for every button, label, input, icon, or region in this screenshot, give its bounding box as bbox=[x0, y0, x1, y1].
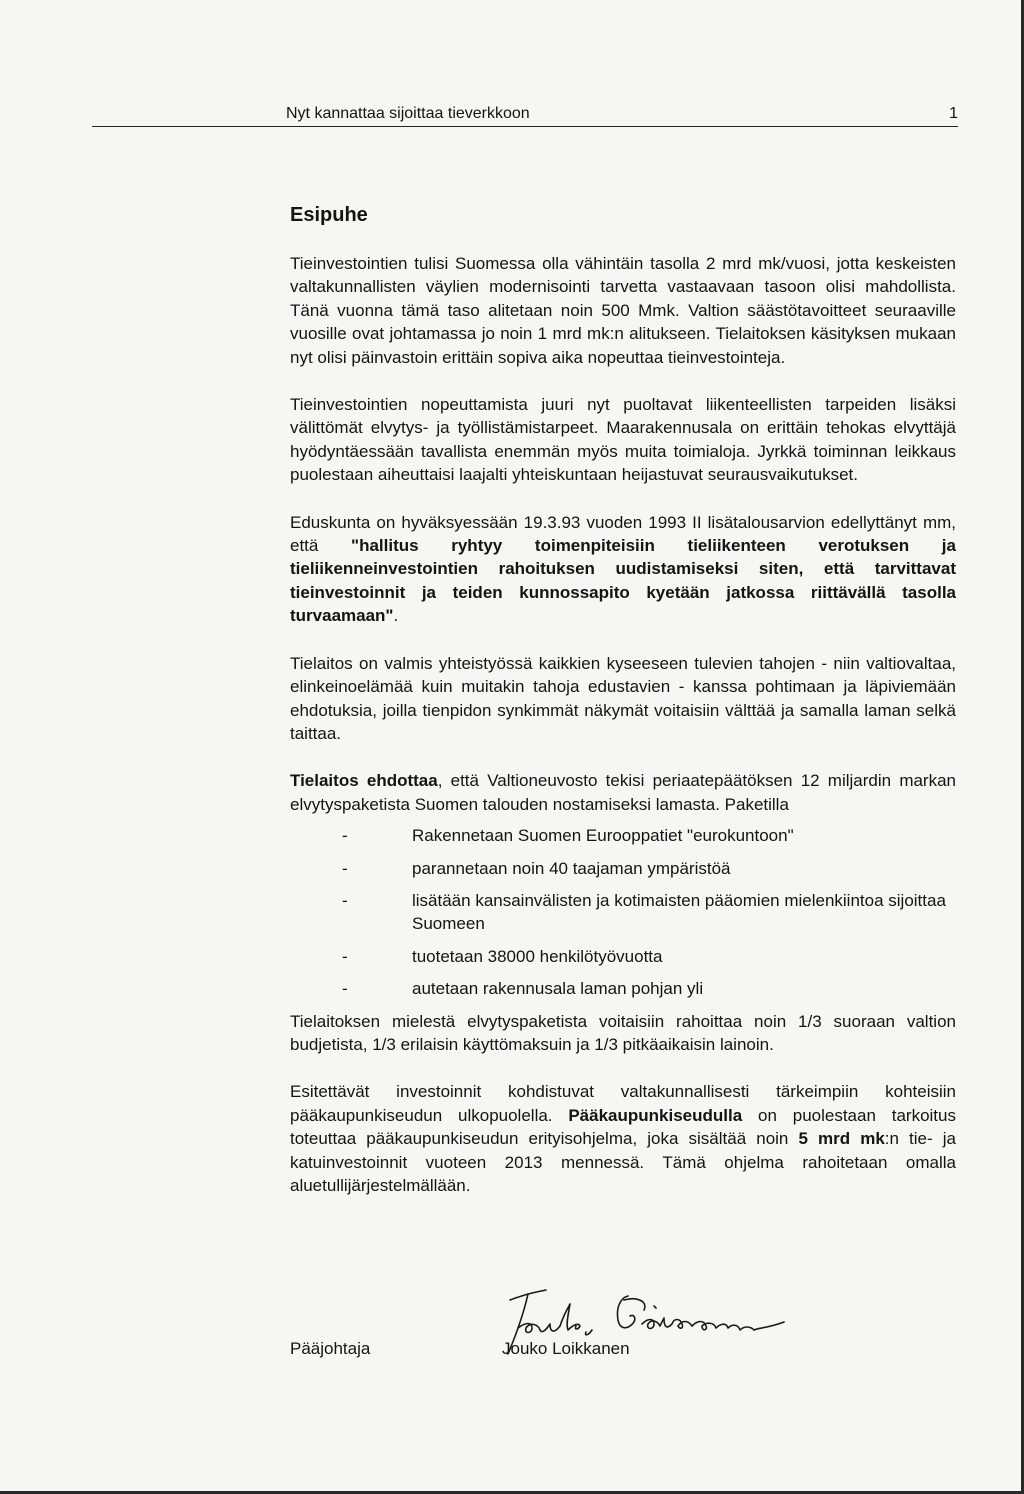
list-dash: - bbox=[342, 946, 348, 966]
signatory-name: Jouko Loikkanen bbox=[502, 1339, 630, 1358]
paragraph-7-text-a: Esitettävät investoinnit kohdistuvat valtakunnallisesti tärkeimpiin kohteisiin pääkaupunkiseudun ulkopuolella. bbox=[290, 1082, 956, 1125]
list-item bbox=[290, 824, 956, 847]
list-item bbox=[290, 945, 956, 968]
parliament-quote: "hallitus ryhtyy toimenpiteisiin tieliikenteen verotuksen ja tieliikenneinvestointien rahoituksen uudistamiseksi siten, että tarvittavat tieinvestoinnit ja teiden kunnossapito kyetään jatkossa riittävällä tasolla turvaamaan" bbox=[290, 536, 956, 626]
paragraph-7-text-c: on puolestaan tarkoitus toteuttaa pääkaupunkiseudun erityisohjelma, joka sisältää noin bbox=[290, 1105, 956, 1149]
signatory-title: Pääjohtaja bbox=[290, 1339, 371, 1358]
paragraph-3 bbox=[290, 511, 956, 628]
list-item-text: lisätään kansainvälisten ja kotimaisten pääomien mielenkiintoa sijoittaa Suomeen bbox=[412, 890, 946, 934]
list-dash: - bbox=[342, 979, 348, 999]
list-dash: - bbox=[342, 826, 348, 846]
list-item-text: tuotetaan 38000 henkilötyövuotta bbox=[412, 946, 663, 966]
section-heading: Esipuhe bbox=[290, 204, 368, 226]
paragraph-3-text: Eduskunta on hyväksyessään 19.3.93 vuoden 1993 II lisätalousarvion edellyttänyt mm, että bbox=[290, 512, 956, 556]
page-number: 1 bbox=[949, 105, 958, 122]
measures-list bbox=[290, 824, 956, 1000]
paragraph-2: Tieinvestointien nopeuttamista juuri nyt puoltavat liikenteellisten tarpeiden lisäksi välittömät elvytys- ja työllistämistarpeet. Maarakennusala on erittäin tehokas elvyttäjä hyödyntäessään tavallista enemmän myös muita toimialoja. Jyrkkä toiminnan leikkaus puolestaan aiheuttaisi laajalti yhteiskuntaan heijastuvat seurausvaikutukset. bbox=[290, 395, 956, 485]
paragraph-5 bbox=[290, 769, 956, 816]
list-item-text: parannetaan noin 40 taajaman ympäristöä bbox=[412, 858, 731, 878]
paragraph-6: Tielaitoksen mielestä elvytyspaketista voitaisiin rahoittaa noin 1/3 suoraan valtion budjetista, 1/3 erilaisin käyttömaksuin ja 1/3 pitkäaikaisin lainoin. bbox=[290, 1011, 956, 1054]
list-item-text: Rakennetaan Suomen Eurooppatiet "eurokuntoon" bbox=[412, 826, 794, 846]
proposal-lead: Tielaitos ehdottaa bbox=[290, 771, 438, 791]
running-header bbox=[92, 104, 958, 127]
list-item bbox=[290, 889, 956, 936]
running-title: Nyt kannattaa sijoittaa tieverkkoon bbox=[286, 105, 530, 122]
paragraph-7 bbox=[290, 1080, 956, 1197]
list-dash: - bbox=[342, 858, 348, 878]
list-dash: - bbox=[342, 890, 348, 910]
list-item bbox=[290, 977, 956, 1000]
amount-emphasis: 5 mrd mk bbox=[798, 1129, 885, 1149]
body-text bbox=[290, 252, 956, 1221]
paragraph-1: Tieinvestointien tulisi Suomessa olla vähintäin tasolla 2 mrd mk/vuosi, jotta keskeisten valtakunnallisten väylien modernisointi tarvetta vastaavaan tasoon olisi mahdollista. Tänä vuonna tämä taso alitetaan noin 500 Mmk. Valtion säästötavoitteet seuraaville vuosille ovat johtamassa jo noin 1 mrd mk:n alitukseen. Tielaitoksen käsityksen mukaan nyt olisi päinvastoin erittäin sopiva aika nopeuttaa tieinvestointeja. bbox=[290, 254, 956, 367]
capital-region-emphasis: Pääkaupunkiseudulla bbox=[568, 1105, 743, 1125]
paragraph-4: Tielaitos on valmis yhteistyössä kaikkien kyseeseen tulevien tahojen - niin valtiovaltaa, elinkeinoelämää kuin muitakin tahoja edustavien - kanssa pohtimaan ja läpiviemään ehdotuksia, joilla tienpidon synkimmät näkymät voitaisiin välttää ja samalla laman selkä taittaa. bbox=[290, 653, 956, 743]
paragraph-5-text: , että Valtioneuvosto tekisi periaatepäätöksen 12 miljardin markan elvytyspaketista Suomen talouden nostamiseksi lamasta. Paketilla bbox=[290, 771, 956, 814]
list-item bbox=[290, 857, 956, 880]
list-item-text: autetaan rakennusala laman pohjan yli bbox=[412, 979, 704, 999]
paragraph-7-text-e: :n tie- ja katuinvestoinnit vuoteen 2013 mennessä. Tämä ohjelma rahoitetaan omalla aluetullijärjestelmällään. bbox=[290, 1129, 956, 1195]
paragraph-3-end: . bbox=[393, 606, 399, 626]
